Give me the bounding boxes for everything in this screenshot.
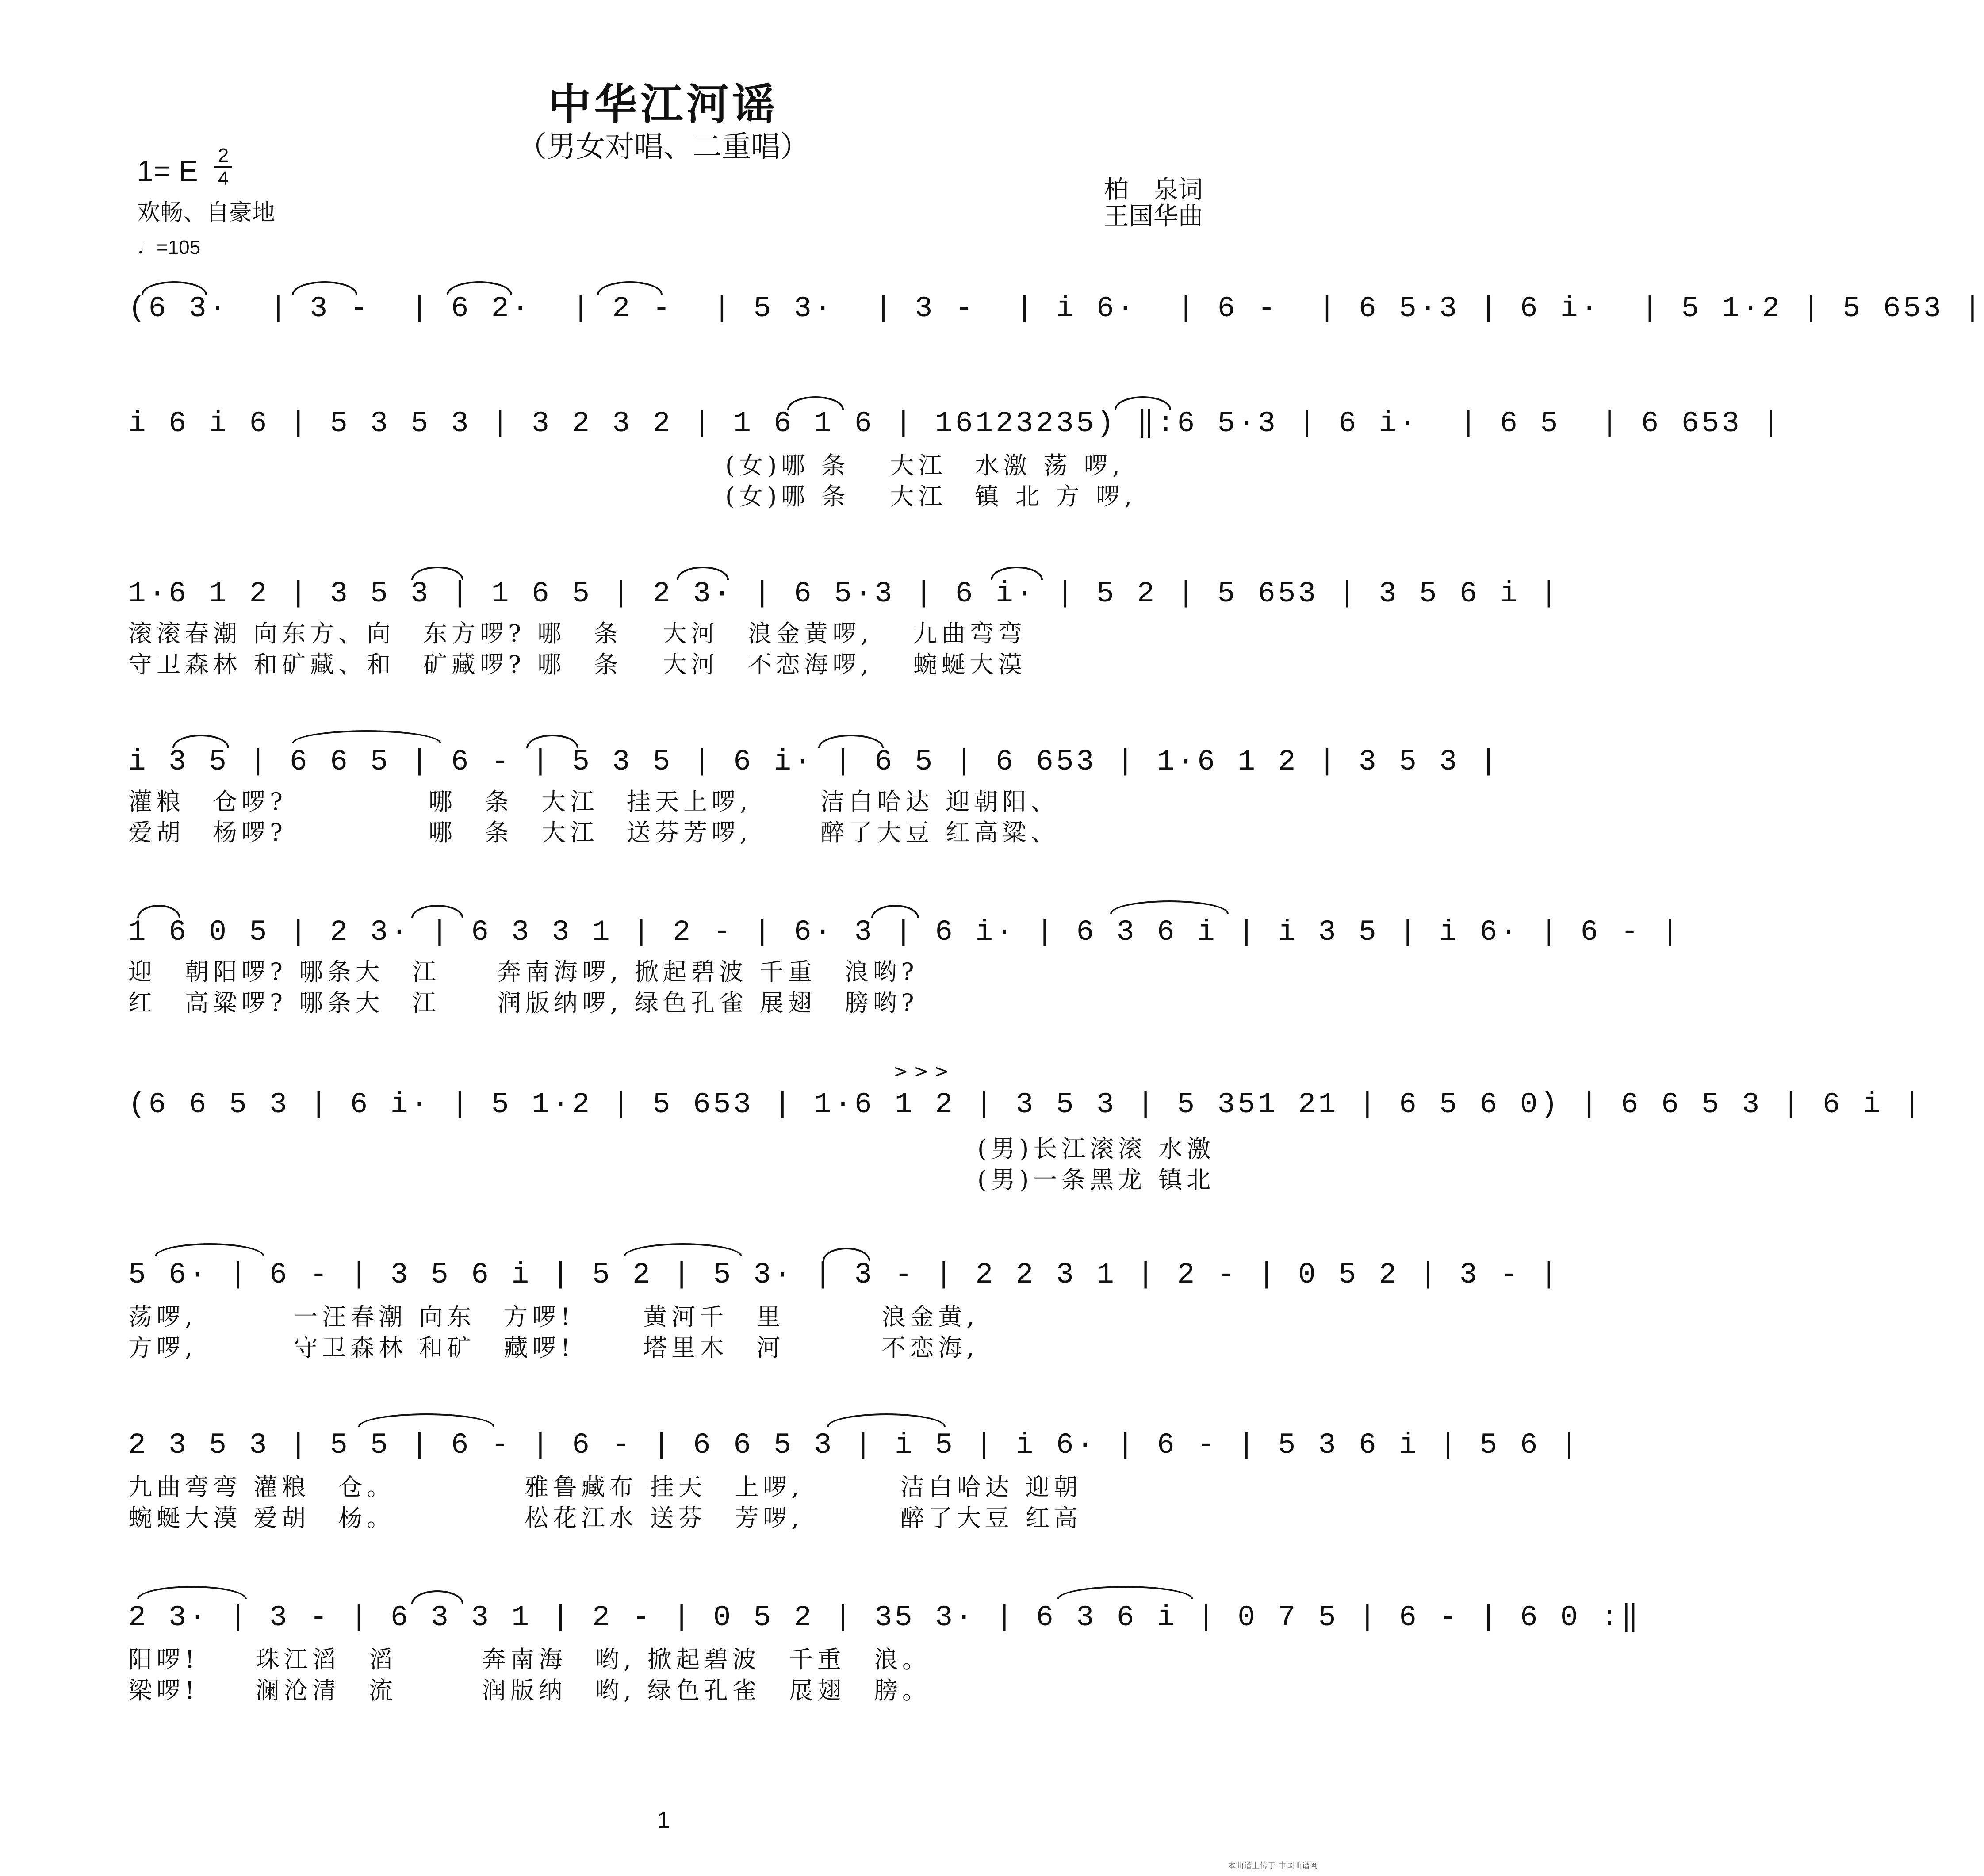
tie (137, 1586, 247, 1599)
score-system-8 (128, 1420, 1581, 1470)
lyric-line-2: 红 高粱啰? 哪条大 江 润版纳啰, 绿色孔雀 展翅 膀哟? (128, 989, 919, 1017)
tie (155, 1243, 264, 1256)
notation-line: (6 6 5 3 | 6 i· | 5 1·2 | 5 653 | 1·6 1 2 | 3 5 3 | 5 351 21 | 6 5 6 0) | 6 6 5 3 | 6 i | (128, 1088, 1923, 1121)
time-signature (214, 146, 232, 188)
lyric-line-1: 迎 朝阳啰? 哪条大 江 奔南海啰, 掀起碧波 千重 浪哟? (128, 958, 919, 986)
notation-line: 1·6 1 2 | 3 5 3 | 1 6 5 | 2 3· | 6 5·3 | 6 i· | 5 2 | 5 653 | 3 5 6 i | (128, 577, 1561, 610)
score-system-1 (128, 283, 1984, 334)
notation-line: 2 3· | 3 - | 6 3 3 1 | 2 - | 0 5 2 | 35 3· | 6 3 6 i | 0 7 5 | 6 - | 6 0 :‖ (128, 1601, 1641, 1634)
page-number: 1 (656, 1807, 670, 1834)
expression-marking: 欢畅、自豪地 (137, 199, 276, 226)
lyric-line-male-2: (男)一条黑龙 镇北 (977, 1166, 1215, 1194)
tempo-marking: ♩=105 (137, 237, 201, 258)
key-signature: 1= E (137, 154, 198, 187)
notation-line: i 6 i 6 | 5 3 5 3 | 3 2 3 2 | 1 6 1 6 | 16123235) ‖:6 5·3 | 6 i· | 6 5 | 6 653 | (128, 407, 1782, 440)
notation-line: 2 3 5 3 | 5 5 | 6 - | 6 - | 6 6 5 3 | i 5 | i 6· | 6 - | 5 3 6 i | 5 6 | (128, 1428, 1581, 1462)
score-system-5 (128, 907, 1681, 957)
lyric-line-1: 荡啰, 一汪春潮 向东 方啰! 黄河千 里 浪金黄, (128, 1303, 979, 1331)
notation-line: i 3 5 | 6 6 5 | 6 - | 5 3 5 | 6 i· | 6 5 | 6 653 | 1·6 1 2 | 3 5 3 | (128, 745, 1500, 778)
tie (624, 1243, 742, 1256)
lyric-line-female-1: (女)哪 条 大江 水激 荡 啰, (725, 452, 1124, 479)
meter-bottom: 4 (218, 168, 229, 189)
score-system-4 (128, 736, 1500, 787)
score-system-6 (128, 1061, 1923, 1130)
meter-top: 2 (218, 145, 229, 166)
composer-credit: 王国华曲 (1104, 202, 1203, 231)
lyric-line-2: 方啰, 守卫森林 和矿 藏啰! 塔里木 河 不恋海, (128, 1334, 979, 1362)
lyric-line-male-1: (男)长江滚滚 水激 (977, 1135, 1215, 1163)
lyric-line-1: 九曲弯弯 灌粮 仓。 雅鲁藏布 挂天 上啰, 洁白哈达 迎朝 (128, 1473, 1082, 1501)
lyric-line-2: 爱胡 杨啰? 哪 条 大江 送芬芳啰, 醉了大豆 红高粱、 (128, 819, 1059, 846)
song-subtitle: （男女对唱、二重唱） (517, 130, 809, 164)
tie (292, 730, 441, 743)
score-system-2 (128, 398, 1782, 449)
tie (1110, 900, 1229, 914)
notation-line: 1 6 0 5 | 2 3· | 6 3 3 1 | 2 - | 6· 3 | 6 i· | 6 3 6 i | i 3 5 | i 6· | 6 - | (128, 915, 1681, 949)
lyric-line-2: 梁啰! 澜沧清 流 润版纳 哟, 绿色孔雀 展翅 膀。 (128, 1677, 931, 1704)
lyric-line-1: 滚滚春潮 向东方、向 东方啰? 哪 条 大河 浪金黄啰, 九曲弯弯 (128, 620, 1026, 647)
song-title: 中华江河谣 (548, 79, 778, 129)
accent-marks: > > > (893, 1061, 949, 1082)
tie (1057, 1586, 1193, 1599)
tie (358, 1413, 494, 1427)
lyric-line-2: 蜿蜒大漠 爱胡 杨。 松花江水 送芬 芳啰, 醉了大豆 红高 (128, 1504, 1082, 1532)
score-system-3 (128, 568, 1561, 619)
notation-line: 5 6· | 6 - | 3 5 6 i | 5 2 | 5 3· | 3 - | 2 2 3 1 | 2 - | 0 5 2 | 3 - | (128, 1258, 1561, 1291)
lyric-line-female-2: (女)哪 条 大江 镇 北 方 啰, (725, 482, 1137, 510)
lyric-line-1: 灌粮 仓啰? 哪 条 大江 挂天上啰, 洁白哈达 迎朝阳、 (128, 788, 1059, 815)
lyricist-credit: 柏 泉词 (1104, 176, 1203, 204)
site-watermark: 本曲谱上传于 中国曲谱网 (1228, 1861, 1318, 1871)
lyric-line-1: 阳啰! 珠江滔 滔 奔南海 哟, 掀起碧波 千重 浪。 (128, 1646, 931, 1673)
score-system-9 (128, 1592, 1641, 1643)
tie (827, 1413, 946, 1427)
lyric-line-2: 守卫森林 和矿藏、和 矿藏啰? 哪 条 大河 不恋海啰, 蜿蜒大漠 (128, 651, 1026, 678)
notation-line: (6 3· | 3 - | 6 2· | 2 - | 5 3· | 3 - | i 6· | 6 - | 6 5·3 | 6 i· | 5 1·2 | 5 653 | (128, 292, 1984, 325)
score-system-7 (128, 1249, 1561, 1300)
